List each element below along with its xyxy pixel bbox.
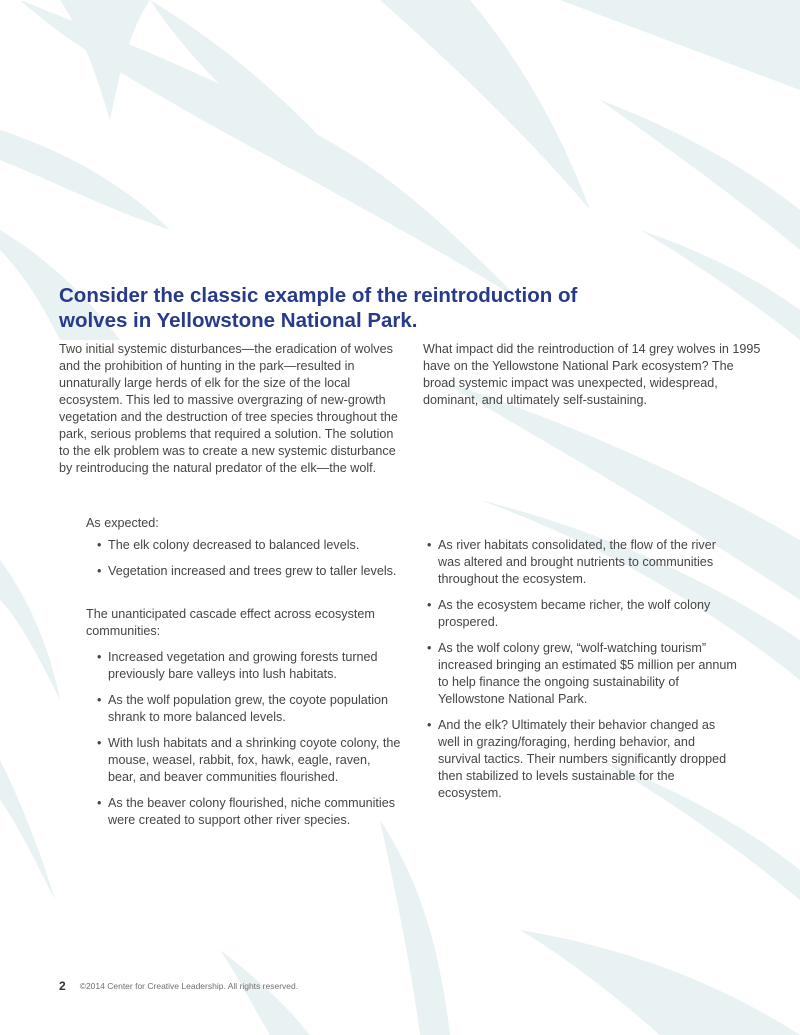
list-item: • And the elk? Ultimately their behavior changed as well in grazing/foraging, herding behavior, and survival tactics. Their numbers significantly dropped then stabilized to levels sustainable for the ecosystem. — [427, 717, 737, 802]
list-item: • As the wolf colony grew, “wolf-watching tourism” increased bringing an estimated $5 million per annum to help finance the ongoing sustainability of Yellowstone National Park. — [427, 640, 737, 708]
list-item: • As the beaver colony flourished, niche communities were created to support other river species. — [97, 795, 402, 829]
intro-paragraph-left: Two initial systemic disturbances—the eradication of wolves and the prohibition of hunting in the park—resulted in unnaturally large herds of elk for the size of the local ecosystem. This led to massive overgrazing of new-growth vegetation and the destruction of tree species throughout the park, serious problems that required a solution. The solution to the elk problem was to create a new systemic disturbance by reintroducing the natural predator of the elk—the wolf. — [59, 342, 398, 475]
list-item: • As the ecosystem became richer, the wolf colony prospered. — [427, 597, 737, 631]
unanticipated-list — [97, 649, 402, 838]
cascade-list-right — [427, 537, 737, 811]
list-item: • As the wolf population grew, the coyote population shrank to more balanced levels. — [97, 692, 402, 726]
page-footer — [59, 980, 298, 992]
page-number: 2 — [59, 979, 66, 993]
unanticipated-label: The unanticipated cascade effect across ecosystem communities: — [86, 607, 375, 638]
expected-label: As expected: — [86, 516, 159, 530]
intro-paragraph-right: What impact did the reintroduction of 14 grey wolves in 1995 have on the Yellowstone National Park ecosystem? The broad systemic impact was unexpected, widespread, dominant, and ultimately self-sustaining. — [423, 342, 761, 407]
list-item: • With lush habitats and a shrinking coyote colony, the mouse, weasel, rabbit, fox, hawk, eagle, raven, bear, and beaver communities flourished. — [97, 735, 402, 786]
page-title: Consider the classic example of the reintroduction of wolves in Yellowstone National Park. — [59, 284, 578, 332]
list-item: • As river habitats consolidated, the flow of the river was altered and brought nutrients to communities throughout the ecosystem. — [427, 537, 737, 588]
list-item: • Increased vegetation and growing forests turned previously bare valleys into lush habitats. — [97, 649, 402, 683]
expected-list — [97, 537, 397, 589]
list-item: • Vegetation increased and trees grew to taller levels. — [97, 563, 397, 580]
copyright-notice: ©2014 Center for Creative Leadership. All rights reserved. — [79, 981, 299, 991]
list-item: • The elk colony decreased to balanced levels. — [97, 537, 397, 554]
